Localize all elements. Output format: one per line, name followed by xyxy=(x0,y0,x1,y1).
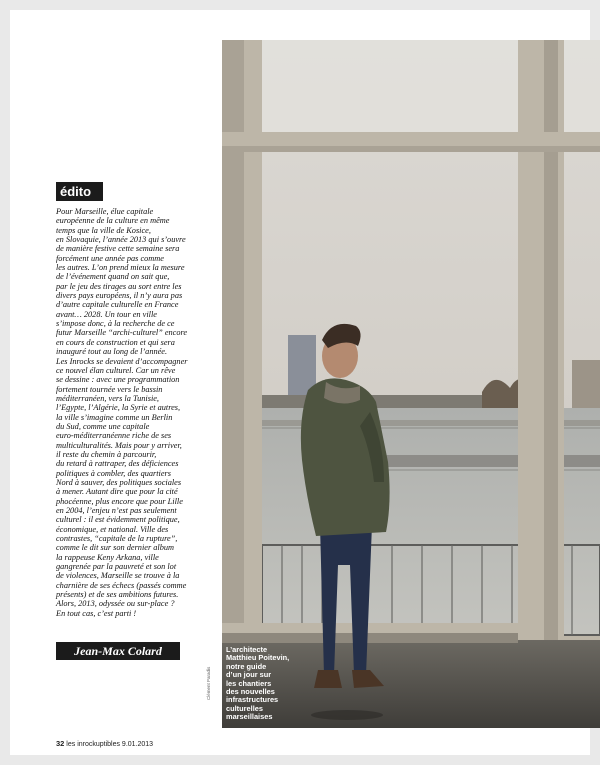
section-label: édito xyxy=(56,182,103,201)
editorial-line: par le jeu des tirages au sort entre les xyxy=(56,281,182,291)
editorial-line: la rappeuse Keny Arkana, ville xyxy=(56,552,159,562)
editorial-line: européenne de la culture en même xyxy=(56,216,170,226)
page-number: 32 xyxy=(56,739,65,748)
issue-info: les inrockuptibles 9.01.2013 xyxy=(66,741,154,748)
editorial-line: présents) et de ses ambitions futures. xyxy=(56,590,179,600)
editorial-line: se dessine : avec une programmation xyxy=(56,375,180,385)
editorial-line: l’Egypte, l’Algérie, la Syrie et autres, xyxy=(56,403,181,413)
page-folio xyxy=(56,739,153,748)
editorial-line: euro-méditerranéenne riche de ses xyxy=(56,431,172,441)
editorial-line: du retard à rattraper, des déficiences xyxy=(56,459,179,469)
editorial-line: charnière de ses échecs (passés comme xyxy=(56,580,187,590)
editorial-line: méditerranéen, vers la Tunisie, xyxy=(56,393,160,403)
editorial-line: la ville s’imagine comme un Berlin xyxy=(56,412,173,422)
editorial-text xyxy=(56,207,216,618)
editorial-line: phocéenne, plus encore que pour Lille xyxy=(56,496,183,506)
editorial-line: futur Marseille “archi-culturel” encore xyxy=(56,328,188,338)
caption-line: marseillaises xyxy=(226,712,273,722)
caption-line: des nouvelles xyxy=(226,687,275,697)
caption-line: L’architecte xyxy=(226,645,268,654)
editorial-line: de l’événement quand on sait que, xyxy=(56,272,170,282)
editorial-line: économique, et national. Ville des xyxy=(56,524,169,534)
editorial-line: comme le dit sur son dernier album xyxy=(56,543,174,553)
photo-caption xyxy=(226,646,318,722)
caption-line: notre guide xyxy=(226,661,267,671)
editorial-line: en cours de construction et qui sera xyxy=(56,337,175,347)
editorial-paragraph xyxy=(56,207,216,618)
editorial-line: multiculturalités. Mais pour y arriver, xyxy=(56,440,182,450)
editorial-line: gangrenée par la pauvreté et son lot xyxy=(56,562,177,572)
editorial-line: de manière festive cette semaine sera xyxy=(56,244,180,254)
caption-line: Matthieu Poitevin, xyxy=(226,653,290,663)
caption-line: infrastructures xyxy=(226,695,279,705)
editorial-line: forcément une année pas comme xyxy=(56,253,164,263)
author-byline: Jean-Max Colard xyxy=(56,642,180,660)
editorial-line: divers pays européens, il n’y aura pas xyxy=(56,291,183,301)
editorial-line: fortement tournée vers le bassin xyxy=(56,384,163,394)
caption-line: culturelles xyxy=(226,703,263,713)
architect-photo xyxy=(222,40,600,728)
editorial-line: de violences, Marseille se trouve à la xyxy=(56,571,180,581)
editorial-line: en 2004, l’enjeu n’est pas seulement xyxy=(56,506,177,515)
editorial-line: les autres. L’on prend mieux la mesure xyxy=(56,263,185,273)
editorial-line: Pour Marseille, élue capitale xyxy=(56,207,154,216)
editorial-line: Nord à sauver, des politiques sociales xyxy=(56,477,182,487)
editorial-line: avant… 2028. Un tour en ville xyxy=(56,309,157,319)
editorial-line: temps que la ville de Kosice, xyxy=(56,225,151,235)
magazine-page xyxy=(10,10,590,755)
photo-credit: Clément Paradis xyxy=(206,666,211,700)
editorial-line: du Sud, comme une capitale xyxy=(56,421,150,431)
caption-text xyxy=(226,646,318,722)
editorial-line: inauguré tout au long de l’année. xyxy=(56,347,168,357)
photo-illustration xyxy=(222,40,600,728)
editorial-line: contrastes, “capitale de la rupture”, xyxy=(56,534,178,544)
caption-line: d’un jour sur xyxy=(226,670,272,680)
caption-line: les chantiers xyxy=(226,678,272,688)
editorial-line: politiques à combler, des quartiers xyxy=(56,468,171,478)
editorial-line: en Slovaquie, l’année 2013 qui s’ouvre xyxy=(56,235,186,245)
editorial-line: à mener. Autant dire que pour la cité xyxy=(56,487,178,497)
editorial-line: Alors, 2013, odyssée ou sur-place ? xyxy=(56,599,175,609)
editorial-line: Les Inrocks se devaient d’accompagner xyxy=(56,356,188,366)
editorial-line: d’autre capitale culturelle en France xyxy=(56,300,179,310)
editorial-line: ce nouvel élan culturel. Car un rêve xyxy=(56,365,176,375)
editorial-line: culturel : il est évidemment politique, xyxy=(56,515,180,525)
editorial-line: il reste du chemin à parcourir, xyxy=(56,449,157,459)
editorial-line: En tout cas, c’est parti ! xyxy=(56,608,137,618)
editorial-line: s’impose donc, à la recherche de ce xyxy=(56,319,175,329)
